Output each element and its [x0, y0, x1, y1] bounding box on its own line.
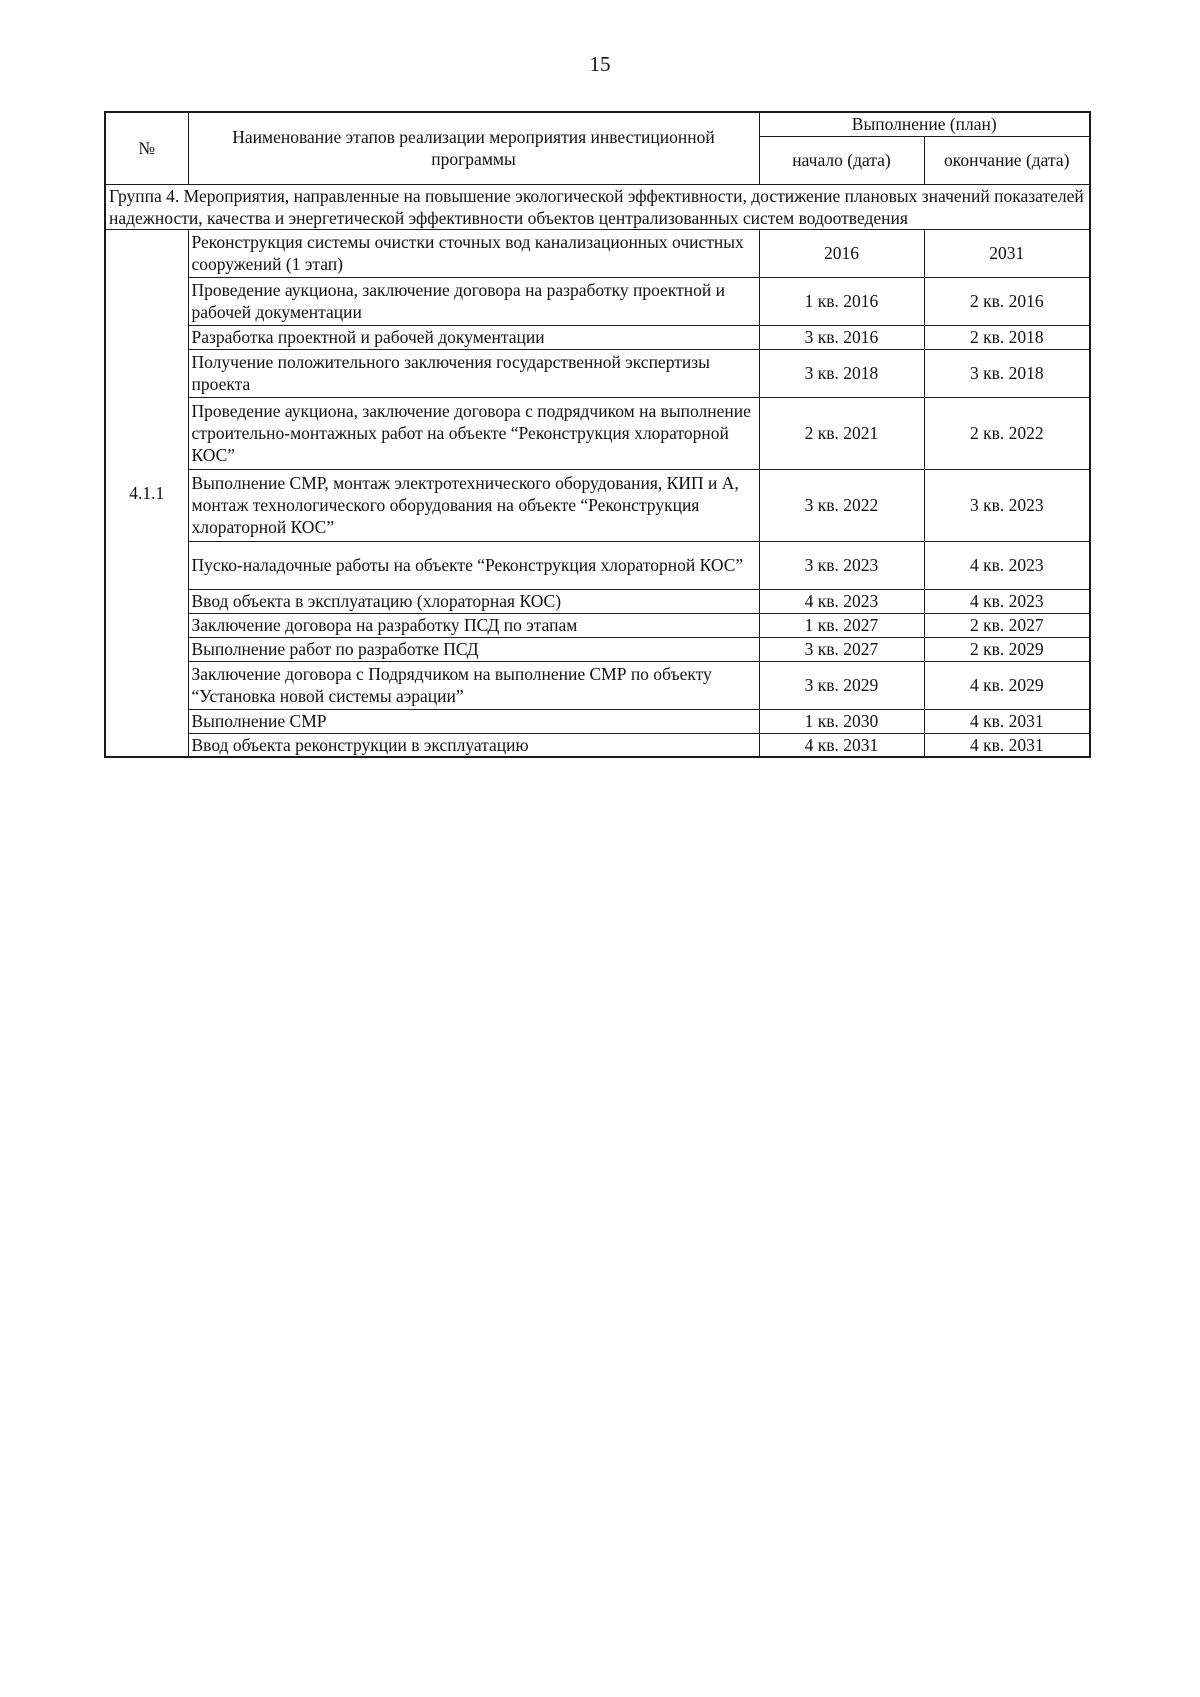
- table-row: [105, 325, 1090, 349]
- page-number: 15: [589, 52, 611, 76]
- header-execution-plan: Выполнение (план): [759, 112, 1090, 136]
- start-date: 1 кв. 2016: [759, 277, 924, 325]
- start-date: 3 кв. 2018: [759, 349, 924, 397]
- stage-name: Ввод объекта в эксплуатацию (хлораторная КОС): [188, 589, 759, 613]
- stage-name: Реконструкция системы очистки сточных вод канализационных очистных сооружений (1 этап): [188, 229, 759, 277]
- start-date: 3 кв. 2023: [759, 541, 924, 589]
- item-number: 4.1.1: [105, 229, 188, 757]
- table-row: [105, 229, 1090, 277]
- start-date: 1 кв. 2027: [759, 613, 924, 637]
- start-date: 3 кв. 2027: [759, 637, 924, 661]
- header-end-date: окончание (дата): [924, 136, 1090, 184]
- header-number: №: [105, 112, 188, 184]
- stage-name: Проведение аукциона, заключение договора с подрядчиком на выполнение строительно-монтажных работ на объекте “Реконструкция хлораторной КОС”: [188, 397, 759, 469]
- start-date: 3 кв. 2029: [759, 661, 924, 709]
- stage-name: Ввод объекта реконструкции в эксплуатацию: [188, 733, 759, 757]
- table-row: [105, 277, 1090, 325]
- stage-name: Заключение договора на разработку ПСД по этапам: [188, 613, 759, 637]
- investment-plan-table: [104, 111, 1091, 758]
- header-start-date: начало (дата): [759, 136, 924, 184]
- table-row: [105, 349, 1090, 397]
- group-title: Группа 4. Мероприятия, направленные на повышение экологической эффективности, достижение плановых значений показателей надежности, качества и энергетической эффективности объектов централизованных систем водоотведения: [105, 184, 1090, 229]
- table-row: [105, 709, 1090, 733]
- end-date: 4 кв. 2023: [924, 541, 1090, 589]
- start-date: 2016: [759, 229, 924, 277]
- start-date: 3 кв. 2022: [759, 469, 924, 541]
- table-row: [105, 397, 1090, 469]
- header-stage-name: Наименование этапов реализации мероприятия инвестиционной программы: [188, 112, 759, 184]
- table-row: [105, 589, 1090, 613]
- stage-name: Выполнение СМР: [188, 709, 759, 733]
- start-date: 2 кв. 2021: [759, 397, 924, 469]
- stage-name: Разработка проектной и рабочей документации: [188, 325, 759, 349]
- stage-name: Проведение аукциона, заключение договора на разработку проектной и рабочей документации: [188, 277, 759, 325]
- table-row: [105, 637, 1090, 661]
- end-date: 3 кв. 2018: [924, 349, 1090, 397]
- end-date: 2 кв. 2022: [924, 397, 1090, 469]
- end-date: 4 кв. 2023: [924, 589, 1090, 613]
- end-date: 2 кв. 2016: [924, 277, 1090, 325]
- table-row: [105, 733, 1090, 757]
- table-row: [105, 613, 1090, 637]
- stage-name: Выполнение работ по разработке ПСД: [188, 637, 759, 661]
- start-date: 4 кв. 2031: [759, 733, 924, 757]
- end-date: 4 кв. 2029: [924, 661, 1090, 709]
- stage-name: Выполнение СМР, монтаж электротехнического оборудования, КИП и А, монтаж технологического оборудования на объекте “Реконструкция хлораторной КОС”: [188, 469, 759, 541]
- end-date: 3 кв. 2023: [924, 469, 1090, 541]
- start-date: 3 кв. 2016: [759, 325, 924, 349]
- end-date: 2 кв. 2029: [924, 637, 1090, 661]
- table-row: [105, 541, 1090, 589]
- end-date: 2031: [924, 229, 1090, 277]
- start-date: 1 кв. 2030: [759, 709, 924, 733]
- end-date: 4 кв. 2031: [924, 733, 1090, 757]
- end-date: 4 кв. 2031: [924, 709, 1090, 733]
- table-row: [105, 661, 1090, 709]
- stage-name: Пуско-наладочные работы на объекте “Реконструкция хлораторной КОС”: [188, 541, 759, 589]
- end-date: 2 кв. 2018: [924, 325, 1090, 349]
- start-date: 4 кв. 2023: [759, 589, 924, 613]
- end-date: 2 кв. 2027: [924, 613, 1090, 637]
- stage-name: Заключение договора с Подрядчиком на выполнение СМР по объекту “Установка новой системы аэрации”: [188, 661, 759, 709]
- stage-name: Получение положительного заключения государственной экспертизы проекта: [188, 349, 759, 397]
- table-row: [105, 469, 1090, 541]
